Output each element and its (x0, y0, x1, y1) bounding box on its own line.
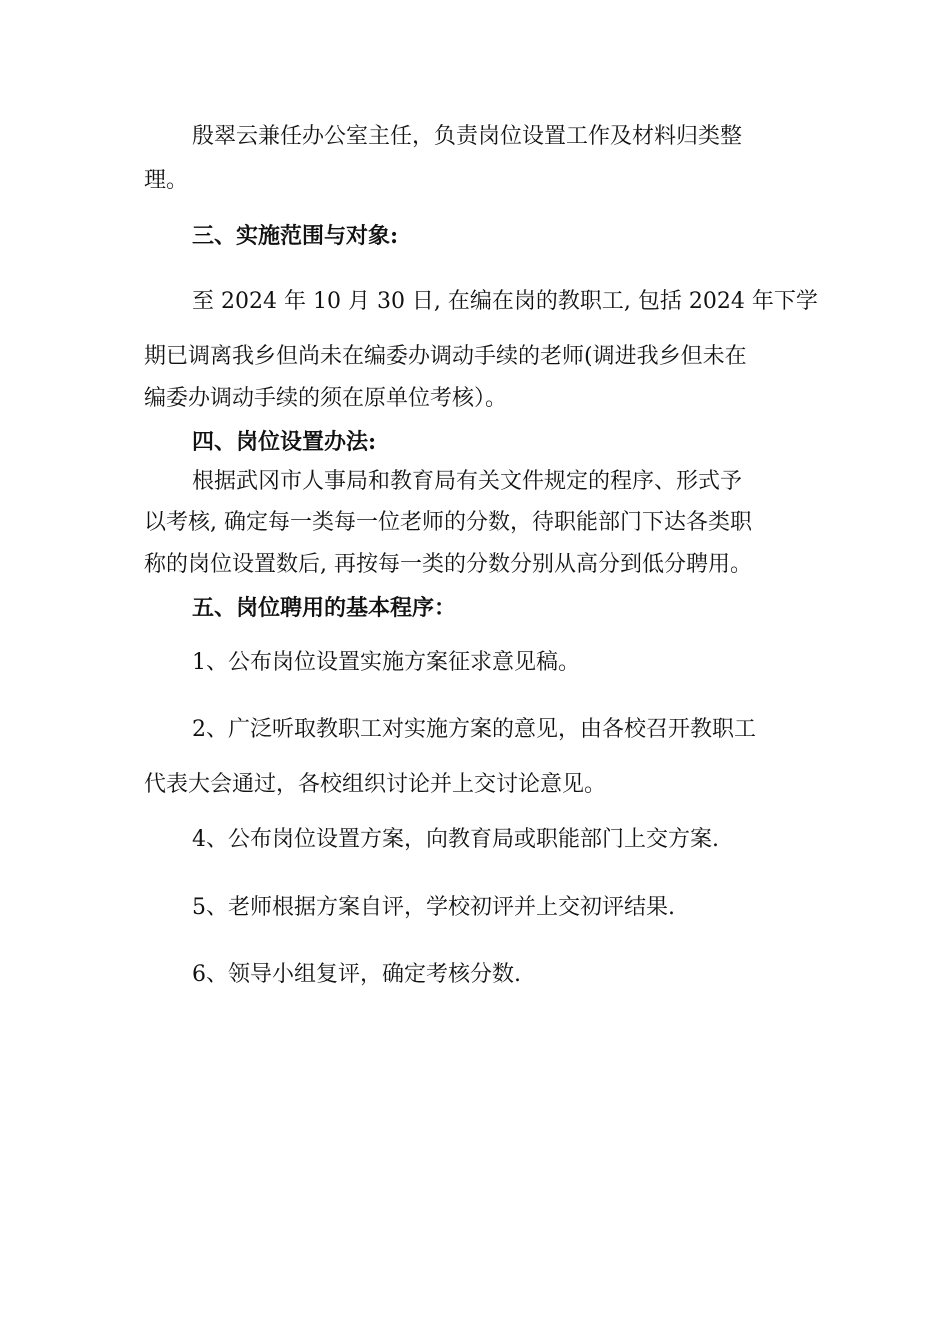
section-heading-method: 四、岗位设置办法: (192, 429, 377, 455)
procedure-item-5: 5、老师根据方案自评，学校初评并上交初评结果. (192, 895, 675, 920)
procedure-item-1: 1、公布岗位设置实施方案征求意见稿。 (192, 650, 580, 675)
section-heading-scope: 三、实施范围与对象: (192, 223, 399, 249)
paragraph-method-line-3: 称的岗位设置数后, 再按每一类的分数分别从高分到低分聘用。 (144, 552, 752, 577)
paragraph-scope-line-1: 至 2024 年 10 月 30 日, 在编在岗的教职工, 包括 2024 年下学 (192, 289, 818, 314)
procedure-item-4: 4、公布岗位设置方案，向教育局或职能部门上交方案. (192, 827, 719, 852)
paragraph-scope-line-3: 编委办调动手续的须在原单位考核）。 (144, 386, 508, 411)
procedure-item-6: 6、领导小组复评，确定考核分数. (192, 962, 521, 987)
paragraph-method-line-2: 以考核, 确定每一类每一位老师的分数，待职能部门下达各类职 (144, 510, 752, 535)
paragraph-method-line-1: 根据武冈市人事局和教育局有关文件规定的程序、形式予 (192, 469, 743, 494)
procedure-item-2-line-1: 2、广泛听取教职工对实施方案的意见，由各校召开教职工 (192, 717, 756, 742)
paragraph-office-director-line-2: 理。 (144, 168, 189, 193)
procedure-item-2-line-2: 代表大会通过，各校组织讨论并上交讨论意见。 (144, 772, 607, 797)
paragraph-office-director-line-1: 殷翠云兼任办公室主任，负责岗位设置工作及材料归类整 (192, 124, 743, 149)
section-heading-procedure: 五、岗位聘用的基本程序： (192, 595, 457, 621)
paragraph-scope-line-2: 期已调离我乡但尚未在编委办调动手续的老师(调进我乡但未在 (144, 344, 747, 369)
